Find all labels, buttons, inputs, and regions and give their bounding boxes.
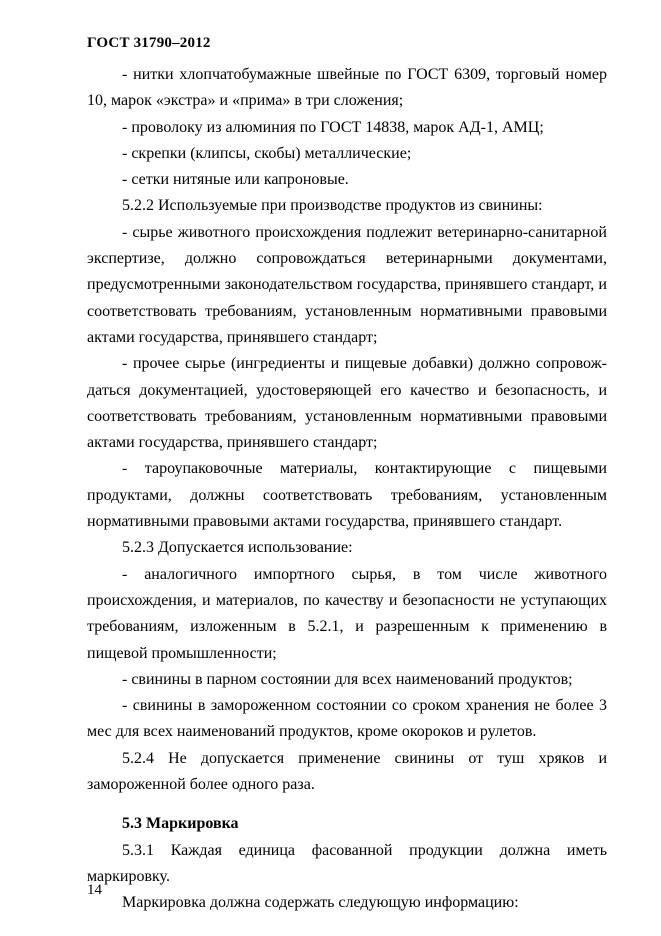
paragraph-packaging-materials: - тароупаковочные материалы, контактирующие с пищевыми продуктами, должны соответствовать требованиям, установленным нормативными правовыми актами государства, принявшего стандарт. — [87, 460, 607, 531]
page-number: 14 — [87, 882, 102, 898]
paragraph-clips: - скрепки (клипсы, скобы) металлические; — [122, 144, 412, 162]
paragraph-animal-raw-materials: - сырье животного происхождения подлежит ветеринарно-санитарной экспертизе, должно сопровождаться ветеринарными документами, предусмотренными законодательством государства, принявшего стандарт, и соответствовать требованиям, установленным нормативными правовыми актами государства, принявшего стандарт; — [87, 223, 607, 346]
paragraph-marking-info: Маркировка должна содержать следующую информацию: — [122, 894, 519, 912]
paragraph-5-2-2: 5.2.2 Используемые при производстве продуктов из свинины: — [122, 197, 543, 215]
paragraph-aluminium-wire: - проволоку из алюминия по ГОСТ 14838, марок АД-1, АМЦ; — [122, 118, 544, 136]
paragraph-frozen-pork: - свинины в замороженном состоянии со сроком хранения не более 3 мес для всех наименований продуктов, кроме окороков и рулетов. — [87, 697, 607, 741]
paragraph-other-raw-materials: - прочее сырье (ингредиенты и пищевые добавки) должно сопровождаться документацией, удостоверяющей его качество и безопасность, и соответствовать требованиям, установленным нормативными правовыми актами государства, принявшего стандарт; — [87, 355, 607, 452]
paragraph-threads: - нитки хлопчатобумажные швейные по ГОСТ 6309, торговый номер 10, марок «экстра» и «прима» в три сложения; — [87, 66, 607, 110]
document-code-header: ГОСТ 31790–2012 — [87, 35, 211, 51]
paragraph-imported-raw: - аналогичного импортного сырья, в том числе животного происхождения, и материалов, по качеству и безопасности не уступающих требованиям, изложенным в 5.2.1, и разрешенным к применению в пищевой промышленности; — [87, 565, 607, 662]
paragraph-5-2-3: 5.2.3 Допускается использование: — [122, 539, 353, 557]
paragraph-nets: - сетки нитяные или капроновые. — [122, 171, 349, 189]
section-heading-marking: 5.3 Маркировка — [122, 815, 239, 833]
paragraph-5-2-4: 5.2.4 Не допускается применение свинины от туш хряков и замороженной более одного раза. — [87, 749, 607, 794]
paragraph-fresh-pork: - свинины в парном состоянии для всех наименований продуктов; — [122, 670, 573, 688]
document-body — [87, 62, 607, 917]
paragraph-5-3-1: 5.3.1 Каждая единица фасованной продукции должна иметь маркировку. — [87, 841, 607, 885]
